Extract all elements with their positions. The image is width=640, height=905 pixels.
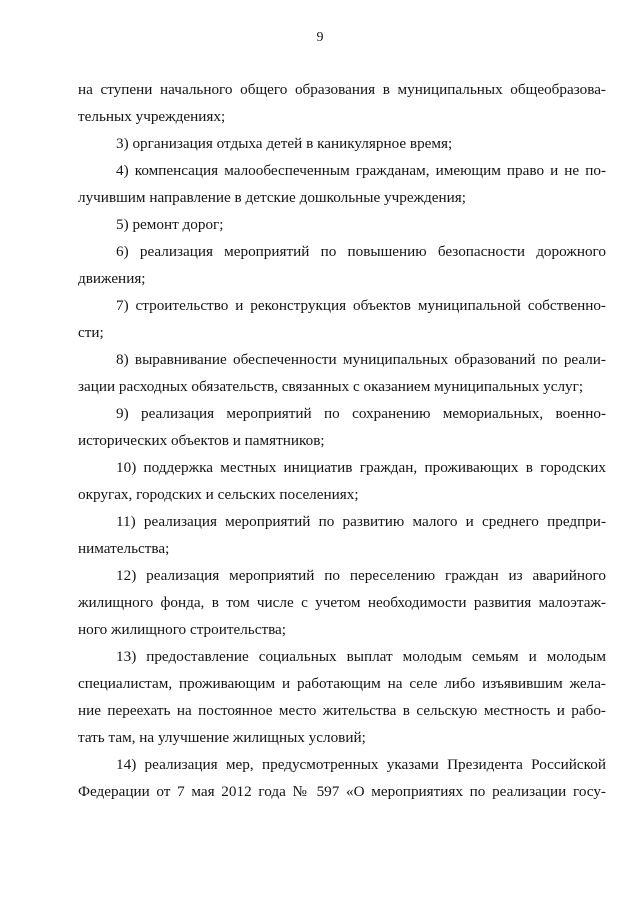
text-line: 12) реализация мероприятий по переселению граждан из аварийного [116,567,606,584]
list-item [78,76,606,130]
list-item [78,562,606,643]
text-line: движения; [78,270,146,287]
list-item [78,346,606,400]
text-line: 6) реализация мероприятий по повышению безопасности дорожного [116,243,606,260]
list-item [78,238,606,292]
list-item [78,292,606,346]
text-line: сти; [78,324,104,341]
text-line: округах, городских и сельских поселениях; [78,486,359,503]
text-line: 11) реализация мероприятий по развитию малого и среднего предпри- [116,513,606,530]
list-item [78,157,606,211]
text-line: исторических объектов и памятников; [78,432,325,449]
list-item [78,211,606,238]
list-item [78,643,606,751]
list-item [78,508,606,562]
text-line: 5) ремонт дорог; [116,216,224,233]
text-line: 3) организация отдыха детей в каникулярное время; [116,135,453,152]
text-line: на ступени начального общего образования в муниципальных общеобразова- [78,81,606,98]
text-line: тать там, на улучшение жилищных условий; [78,729,366,746]
text-line: 9) реализация мероприятий по сохранению мемориальных, военно- [116,405,606,422]
text-line: лучившим направление в детские дошкольные учреждения; [78,189,466,206]
text-line: 8) выравнивание обеспеченности муниципальных образований по реали- [116,351,606,368]
page-number: 9 [316,30,324,45]
text-line: 4) компенсация малообеспеченным гражданам, имеющим право и не по- [116,162,606,179]
list-item [78,130,606,157]
text-line: 7) строительство и реконструкция объектов муниципальной собственно- [116,297,606,314]
text-line: зации расходных обязательств, связанных с оказанием муниципальных услуг; [78,378,584,395]
text-line: ние переехать на постоянное место жительства в сельскую местность и рабо- [78,702,606,719]
list-item [78,751,606,805]
text-line: тельных учреждениях; [78,108,226,125]
text-line: 13) предоставление социальных выплат молодым семьям и молодым [116,648,606,665]
text-line: 10) поддержка местных инициатив граждан, проживающих в городских [116,459,606,476]
text-line: жилищного фонда, в том числе с учетом необходимости развития малоэтаж- [78,594,606,611]
text-line: специалистам, проживающим и работающим на селе либо изъявившим жела- [78,675,606,692]
text-line: нимательства; [78,540,170,557]
list-item [78,454,606,508]
list-item [78,400,606,454]
text-line: 14) реализация мер, предусмотренных указами Президента Российской [116,756,606,773]
document-body [78,76,606,805]
text-line: Федерации от 7 мая 2012 года № 597 «О мероприятиях по реализации госу- [78,783,606,800]
text-line: ного жилищного строительства; [78,621,287,638]
